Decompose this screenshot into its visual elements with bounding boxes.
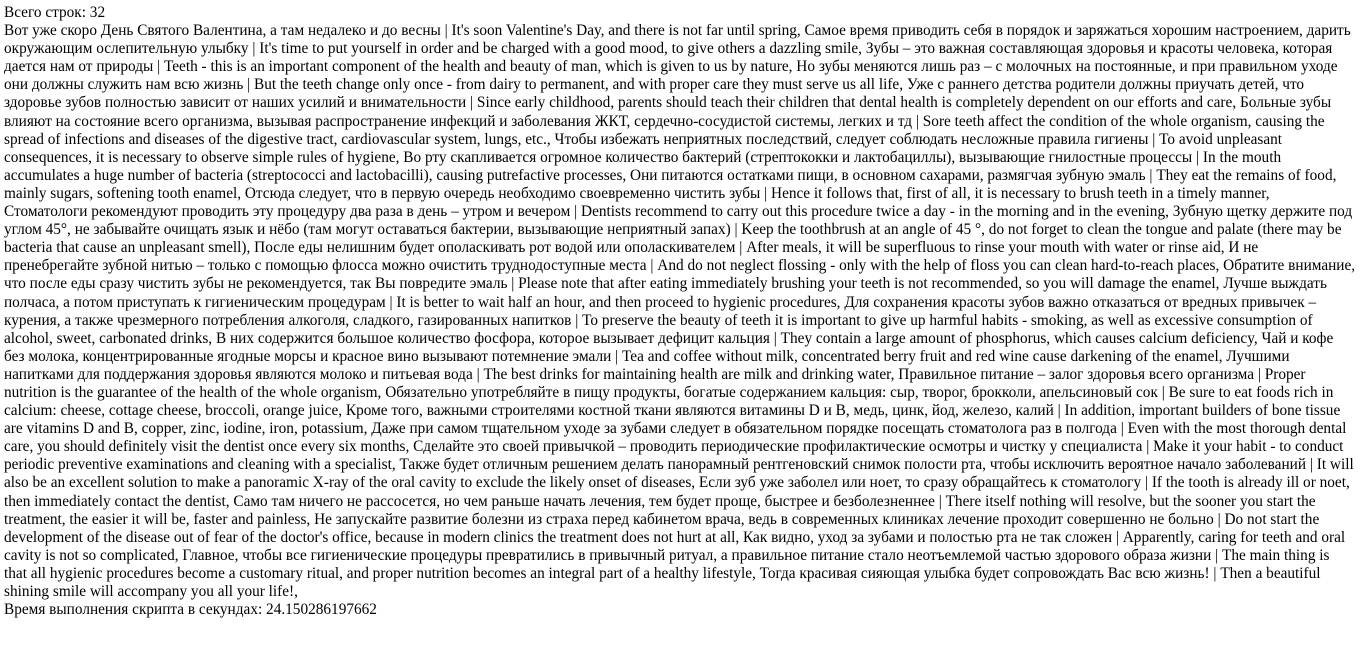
execution-time-line: Время выполнения скрипта в секундах: 24.150286197662 — [4, 601, 377, 619]
output-body-text: Вот уже скоро День Святого Валентина, а там недалеко и до весны | It's soon Valentine's Day, and there is not far until spring, Самое время приводить себя в порядок и заряжаться хорошим настроением, дарить окружающим ослепительную улыбку | It's time to put yourself in order and be charged with a good mood, to give others a dazzling smile, Зубы – это важная составляющая здоровья и красоты человека, которая дается нам от природы | Teeth - this is an important component of the health and beauty of man, which is given to us by nature, Но зубы меняются лишь раз – с молочных на постоянные, и при правильном уходе они должны служить нам всю жизнь | But the teeth change only once - from dairy to permanent, and with proper care they must serve us all life, Уже с раннего детства родители должны приучать детей, что здоровье зубов полностью зависит от наших усилий и внимательности | Since early childhood, parents should teach their children that dental health is completely dependent on our efforts and care, Больные зубы влияют на состояние всего организма, вызывая распространение инфекций и заболевания ЖКТ, сердечно-сосудистой системы, легких и тд | Sore teeth affect the condition of the whole organism, causing the spread of infections and diseases of the digestive tract, cardiovascular system, lungs, etc., Чтобы избежать неприятных последствий, следует соблюдать несложные правила гигиены | To avoid unpleasant consequences, it is necessary to observe simple rules of hygiene, Во рту скапливается огромное количество бактерий (стрептококки и лактобациллы), вызывающие гнилостные процессы | In the mouth accumulates a huge number of bacteria (streptococci and lactobacilli), causing putrefactive processes, Они питаются остатками пищи, в основном сахарами, размягчая зубную эмаль | They eat the remains of food, mainly sugars, softening tooth enamel, Отсюда следует, что в первую очередь необходимо своевременно чистить зубы | Hence it follows that, first of all, it is necessary to brush teeth in a timely manner, Стоматологи рекомендуют проводить эту процедуру два раза в день – утром и вечером | Dentists recommend to carry out this procedure twice a day - in the morning and in the evening, Зубную щетку держите под углом 45°, не забывайте очищать язык и нёбо (там могут оставаться бактерии, вызывающие неприятный запах) | Keep the toothbrush at an angle of 45 °, do not forget to clean the tongue and palate (there may be bacteria that cause an unpleasant smell), После еды нелишним будет ополаскивать рот водой или ополаскивателем | After meals, it will be superfluous to rinse your mouth with water or rinse aid, И не пренебрегайте зубной нитью – только с помощью флосса можно очистить труднодоступные места | And do not neglect flossing - only with the help of floss you can clean hard-to-reach places, Обратите внимание, что после еды сразу чистить зубы не рекомендуется, так Вы повредите эмаль | Please note that after eating immediately brushing your teeth is not recommended, so you will damage the enamel, Лучше выждать полчаса, а потом приступать к гигиеническим процедурам | It is better to wait half an hour, and then proceed to hygienic procedures, Для сохранения красоты зубов важно отказаться от вредных привычек – курения, а также чрезмерного потребления алкоголя, сладкого, газированных напитков | To preserve the beauty of teeth it is important to give up harmful habits - smoking, as well as excessive consumption of alcohol, sweet, carbonated drinks, В них содержится большое количество фосфора, которое вызывает дефицит кальция | They contain a large amount of phosphorus, which causes calcium deficiency, Чай и кофе без молока, концентрированные ягодные морсы и красное вино вызывают потемнение эмали | Tea and coffee without milk, concentrated berry fruit and red wine cause darkening of the enamel, Лучшими напитками для поддержания здоровья являются молоко и питьевая вода | The best drinks for maintaining health are milk and drinking water, Правильное питание – залог здоровья всего организма | Proper nutrition is the guarantee of the health of the whole organism, Обязательно употребляйте в пищу продукты, богатые содержанием кальция: сыр, творог, брокколи, апельсиновый сок | Be sure to eat foods rich in calcium: cheese, cottage cheese, broccoli, orange juice, Кроме того, важными строителями костной ткани являются витамины D и B, медь, цинк, йод, железо, калий | In addition, important builders of bone tissue are vitamins D and B, copper, zinc, iodine, iron, potassium, Даже при самом тщательном уходе за зубами следует в обязательном порядке посещать стоматолога раз в полгода | Even with the most thorough dental care, you should definitely visit the dentist once every six months, Сделайте это своей привычкой – проводить периодические профилактические осмотры и чистку у специалиста | Make it your habit - to conduct periodic preventive examinations and cleaning with a specialist, Также будет отличным решением делать панорамный рентгеновский снимок полости рта, чтобы исключить вероятное начало заболеваний | It will also be an excellent solution to make a panoramic X-ray of the oral cavity to exclude the likely onset of diseases, Если зуб уже заболел или ноет, то сразу обращайтесь к стоматологу | If the tooth is already ill or noet, then immediately contact the dentist, Само там ничего не рассосется, но чем раньше начать лечения, тем будет проще, быстрее и безболезненнее | There itself nothing will resolve, but the sooner you start the treatment, the easier it will be, faster and painless, Не запускайте развитие болезни из страха перед кабинетом врача, ведь в современных клиниках лечение проходит совершенно не больно | Do not start the development of the disease out of fear of the doctor's office, because in modern clinics the treatment does not hurt at all, Как видно, уход за зубами и полостью рта не так сложен | Apparently, caring for teeth and oral cavity is not so complicated, Главное, чтобы все гигиенические процедуры превратились в привычный ритуал, а правильное питание стало неотъемлемой частью здорового образа жизни | The main thing is that all hygienic procedures become a customary ritual, and proper nutrition becomes an integral part of a healthy lifestyle, Тогда красивая сияющая улыбка будет сопровождать Вас всю жизнь! | Then a beautiful shining smile will accompany you all your life!, — [4, 22, 1356, 600]
script-output — [4, 4, 1356, 619]
row-count-line: Всего строк: 32 — [4, 4, 106, 21]
